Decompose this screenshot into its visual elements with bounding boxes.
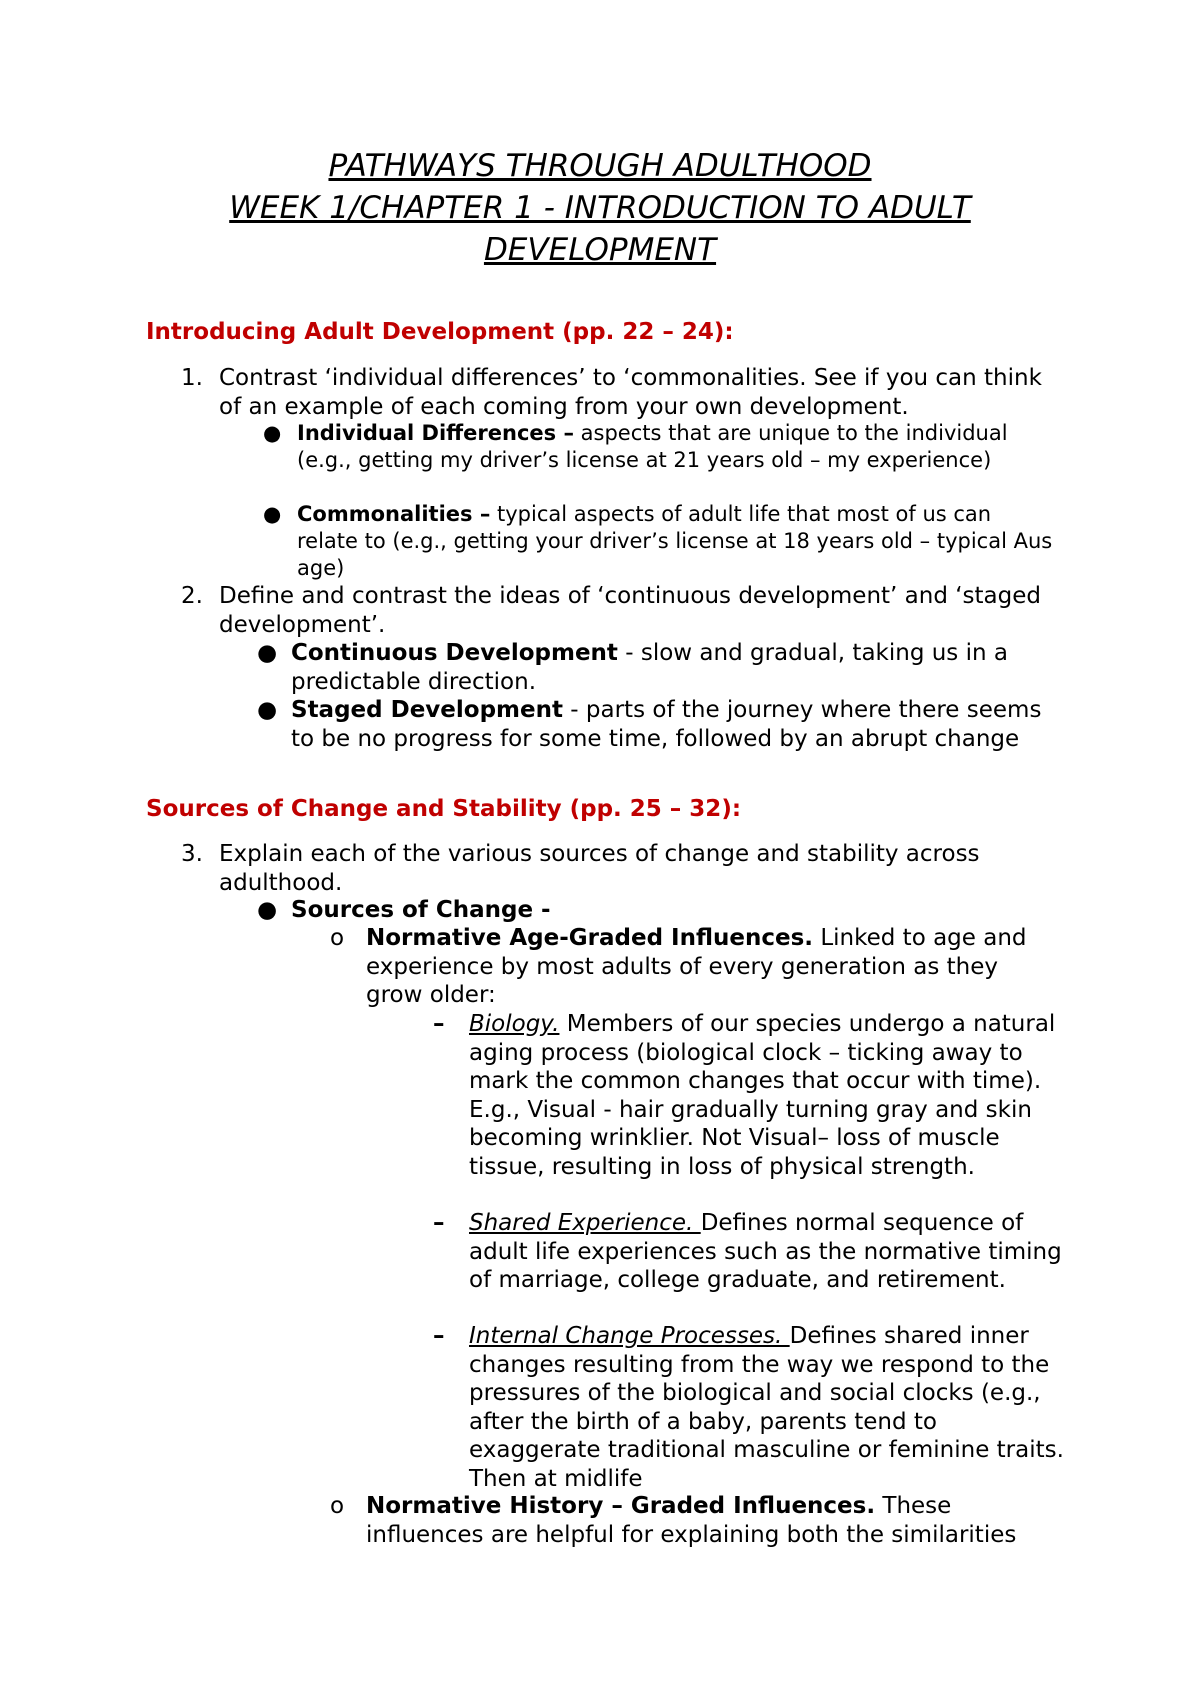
question-text: Explain each of the various sources of change and stability across adulthood. <box>219 841 980 896</box>
bullet-icon: ● <box>263 502 282 526</box>
bullet-sources-of-change <box>257 896 1071 925</box>
shared-experience-item <box>433 1209 1069 1295</box>
dash-bullet-icon: – <box>433 1323 445 1349</box>
section-heading-sources: Sources of Change and Stability (pp. 25 – 32): <box>146 796 742 822</box>
circle-bullet-icon: o <box>330 1493 345 1519</box>
internal-change-processes-item <box>433 1322 1069 1493</box>
question-text: Contrast ‘individual differences’ to ‘commonalities. See if you can think of an example of each coming from your own development. <box>219 365 1042 420</box>
definition: These influences are helpful for explaining both the similarities <box>366 1493 1017 1548</box>
definition: - parts of the journey where there seems to be no progress for some time, followed by an abrupt change <box>291 697 1042 752</box>
title-line-1: PATHWAYS THROUGH ADULTHOOD <box>328 148 872 184</box>
question-3 <box>181 840 1049 897</box>
question-text: Define and contrast the ideas of ‘continuous development’ and ‘staged development’. <box>219 583 1042 638</box>
bullet-icon: ● <box>257 897 278 923</box>
list-number: 1. <box>181 365 203 391</box>
section-heading-intro: Introducing Adult Development (pp. 22 – 24): <box>146 319 734 345</box>
circle-bullet-icon: o <box>330 925 345 951</box>
term: Continuous Development <box>291 640 618 666</box>
title-line-3: DEVELOPMENT <box>483 232 717 268</box>
definition: - slow and gradual, taking us in a predictable direction. <box>291 640 1008 695</box>
bullet-individual-differences <box>263 420 1057 474</box>
normative-history-graded-influences <box>330 1492 1056 1549</box>
dash-bullet-icon: – <box>433 1011 445 1037</box>
bullet-commonalities <box>263 501 1057 582</box>
definition: Defines normal sequence of adult life experiences such as the normative timing of marriage, college graduate, and retirement. <box>469 1210 1062 1293</box>
definition: aspects that are unique to the individual (e.g., getting my driver’s license at 21 years old – my experience) <box>297 421 1008 472</box>
term: Biology. <box>469 1011 560 1037</box>
term: Normative History – Graded Influences. <box>366 1493 876 1519</box>
normative-age-graded-influences <box>330 924 1036 1010</box>
term: Individual Differences – <box>297 421 574 445</box>
list-number: 3. <box>181 841 203 867</box>
bullet-icon: ● <box>263 421 282 445</box>
term: Shared Experience. <box>469 1210 701 1236</box>
bullet-staged-development <box>257 696 1071 753</box>
definition: Defines shared inner changes resulting from the way we respond to the pressures of the biological and social clocks (e.g., after the birth of a baby, parents tend to exaggerate traditional masculine or feminine traits. Then at midlife <box>469 1323 1064 1492</box>
dash-bullet-icon: – <box>433 1210 445 1236</box>
term: Staged Development <box>291 697 563 723</box>
term: Commonalities – <box>297 502 491 526</box>
term: Normative Age-Graded Influences. <box>366 925 814 951</box>
question-2 <box>181 582 1049 639</box>
bullet-continuous-development <box>257 639 1071 696</box>
biology-item <box>433 1010 1069 1181</box>
definition: Members of our species undergo a natural aging process (biological clock – ticking away to mark the common changes that occur with time). E.g., Visual - hair gradually turning gray and skin becoming wrinklier. Not Visual– loss of muscle tissue, resulting in loss of physical strength. <box>469 1011 1056 1180</box>
list-number: 2. <box>181 583 203 609</box>
bullet-icon: ● <box>257 697 278 723</box>
question-1 <box>181 364 1049 421</box>
term: Internal Change Processes. <box>469 1323 790 1349</box>
term: Sources of Change - <box>291 897 551 923</box>
definition: typical aspects of adult life that most of us can relate to (e.g., getting your driver’s license at 18 years old – typical Aus age) <box>297 502 1053 580</box>
definition: Linked to age and experience by most adults of every generation as they grow older: <box>366 925 1027 1008</box>
bullet-icon: ● <box>257 640 278 666</box>
document-title <box>0 145 1200 271</box>
title-line-2: WEEK 1/CHAPTER 1 - INTRODUCTION TO ADULT <box>229 190 971 226</box>
